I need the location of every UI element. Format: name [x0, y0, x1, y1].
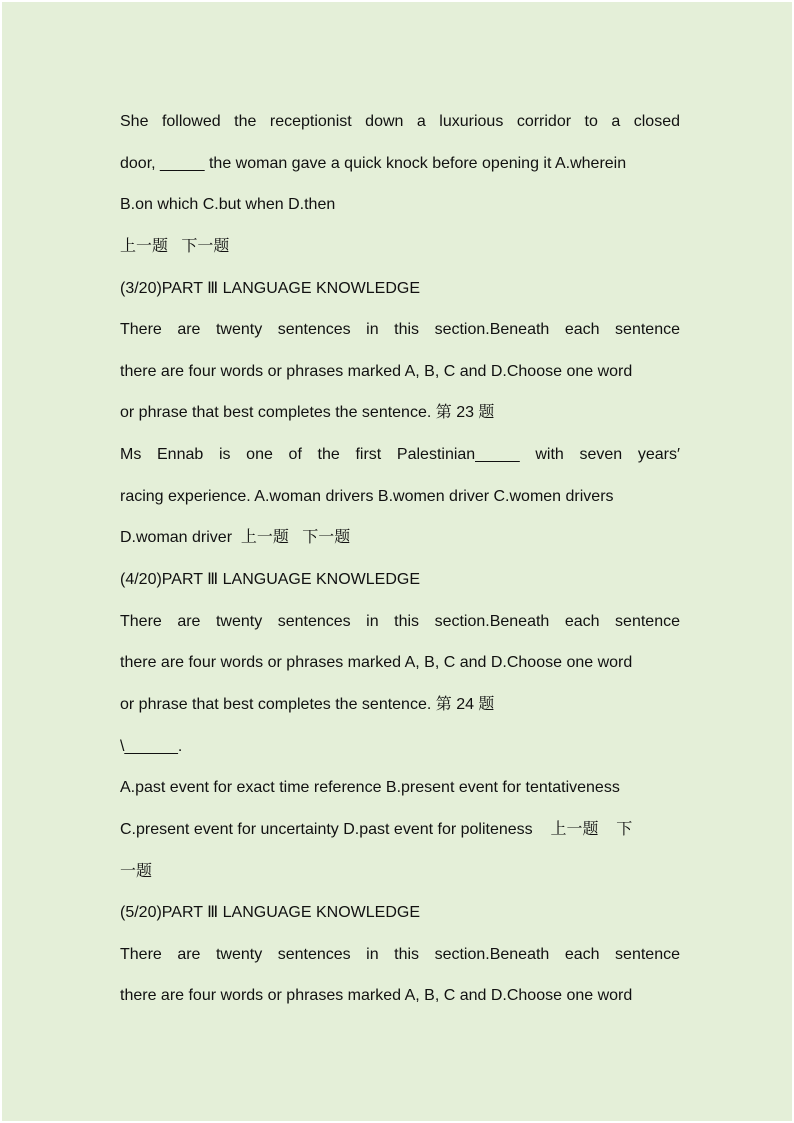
document-content: [120, 101, 680, 1017]
question-options-line: B.on which C.but when D.then: [120, 196, 336, 214]
section-heading: (5/20)PART Ⅲ LANGUAGE KNOWLEDGE: [120, 904, 420, 922]
next-question-link-part1[interactable]: 下: [616, 820, 633, 838]
instruction-line: or phrase that best completes the sentence. 第 24 题: [120, 695, 495, 713]
instruction-line: there are four words or phrases marked A, B, C and D.Choose one word: [120, 987, 633, 1005]
question-text-line: Ms Ennab is one of the first Palestinian_____ with seven years′: [120, 446, 680, 464]
question-text-line: door, _____ the woman gave a quick knock before opening it A.wherein: [120, 154, 627, 172]
instruction-line: there are four words or phrases marked A, B, C and D.Choose one word: [120, 362, 633, 380]
instruction-line: or phrase that best completes the sentence. 第 23 题: [120, 404, 495, 422]
option-text: D.woman driver: [120, 529, 233, 547]
question-nav: [120, 226, 680, 268]
question-options-line: [120, 517, 680, 559]
question-nav: [120, 851, 680, 893]
instruction-line: There are twenty sentences in this section.Beneath each sentence: [120, 321, 680, 339]
instruction-line: There are twenty sentences in this section.Beneath each sentence: [120, 945, 680, 963]
prev-question-link[interactable]: 上一题: [120, 237, 169, 255]
section-heading: (3/20)PART Ⅲ LANGUAGE KNOWLEDGE: [120, 279, 420, 297]
next-question-link[interactable]: 下一题: [181, 237, 230, 255]
question-options-line: [120, 809, 680, 851]
option-text: C.present event for uncertainty D.past event for politeness: [120, 820, 533, 838]
question-text-line: \______.: [120, 737, 183, 755]
question-options-line: A.past event for exact time reference B.present event for tentativeness: [120, 779, 620, 797]
prev-question-link[interactable]: 上一题: [240, 529, 289, 547]
document-page: [2, 2, 792, 1121]
instruction-line: there are four words or phrases marked A, B, C and D.Choose one word: [120, 654, 633, 672]
next-question-link[interactable]: 下一题: [302, 529, 351, 547]
question-options-line: racing experience. A.woman drivers B.women driver C.women drivers: [120, 487, 614, 505]
instruction-line: There are twenty sentences in this section.Beneath each sentence: [120, 612, 680, 630]
next-question-link-part2[interactable]: 一题: [120, 862, 153, 880]
prev-question-link[interactable]: 上一题: [550, 820, 599, 838]
question-text-line: She followed the receptionist down a luxurious corridor to a closed: [120, 113, 680, 130]
section-heading: (4/20)PART Ⅲ LANGUAGE KNOWLEDGE: [120, 571, 420, 589]
